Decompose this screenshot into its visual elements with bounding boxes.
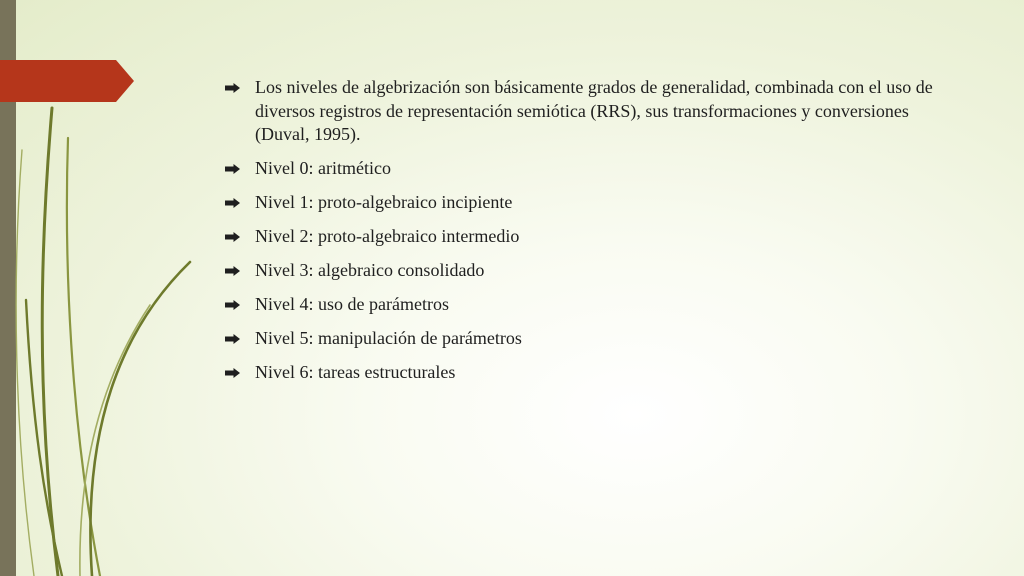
bullet-text: Nivel 5: manipulación de parámetros bbox=[255, 328, 522, 348]
bullet-text: Nivel 2: proto-algebraico intermedio bbox=[255, 226, 520, 246]
bullet-text: Nivel 4: uso de parámetros bbox=[255, 294, 449, 314]
bullet-item-nivel-0 bbox=[224, 157, 964, 181]
arrow-bullet-icon bbox=[225, 368, 240, 378]
bullet-text: Nivel 6: tareas estructurales bbox=[255, 362, 456, 382]
arrow-bullet-icon bbox=[225, 164, 240, 174]
title-accent-tab bbox=[0, 60, 134, 102]
bullet-list bbox=[224, 76, 964, 385]
arrow-bullet-icon bbox=[225, 300, 240, 310]
bullet-item-definition bbox=[224, 76, 964, 147]
arrow-bullet-icon bbox=[225, 83, 240, 93]
slide-content bbox=[224, 76, 964, 395]
bullet-item-nivel-4 bbox=[224, 293, 964, 317]
arrow-bullet-icon bbox=[225, 232, 240, 242]
bullet-text: Nivel 1: proto-algebraico incipiente bbox=[255, 192, 513, 212]
arrow-bullet-icon bbox=[225, 334, 240, 344]
bullet-text: Nivel 3: algebraico consolidado bbox=[255, 260, 485, 280]
bullet-item-nivel-1 bbox=[224, 191, 964, 215]
arrow-bullet-icon bbox=[225, 266, 240, 276]
bullet-item-nivel-5 bbox=[224, 327, 964, 351]
bullet-text: Los niveles de algebrización son básicamente grados de generalidad, combinada con el uso de diversos registros de representación semiótica (RRS), sus transformaciones y conversiones (Duval, 1995). bbox=[255, 77, 933, 144]
arrow-bullet-icon bbox=[225, 198, 240, 208]
bullet-item-nivel-2 bbox=[224, 225, 964, 249]
bullet-text: Nivel 0: aritmético bbox=[255, 158, 391, 178]
bullet-item-nivel-6 bbox=[224, 361, 964, 385]
bullet-item-nivel-3 bbox=[224, 259, 964, 283]
